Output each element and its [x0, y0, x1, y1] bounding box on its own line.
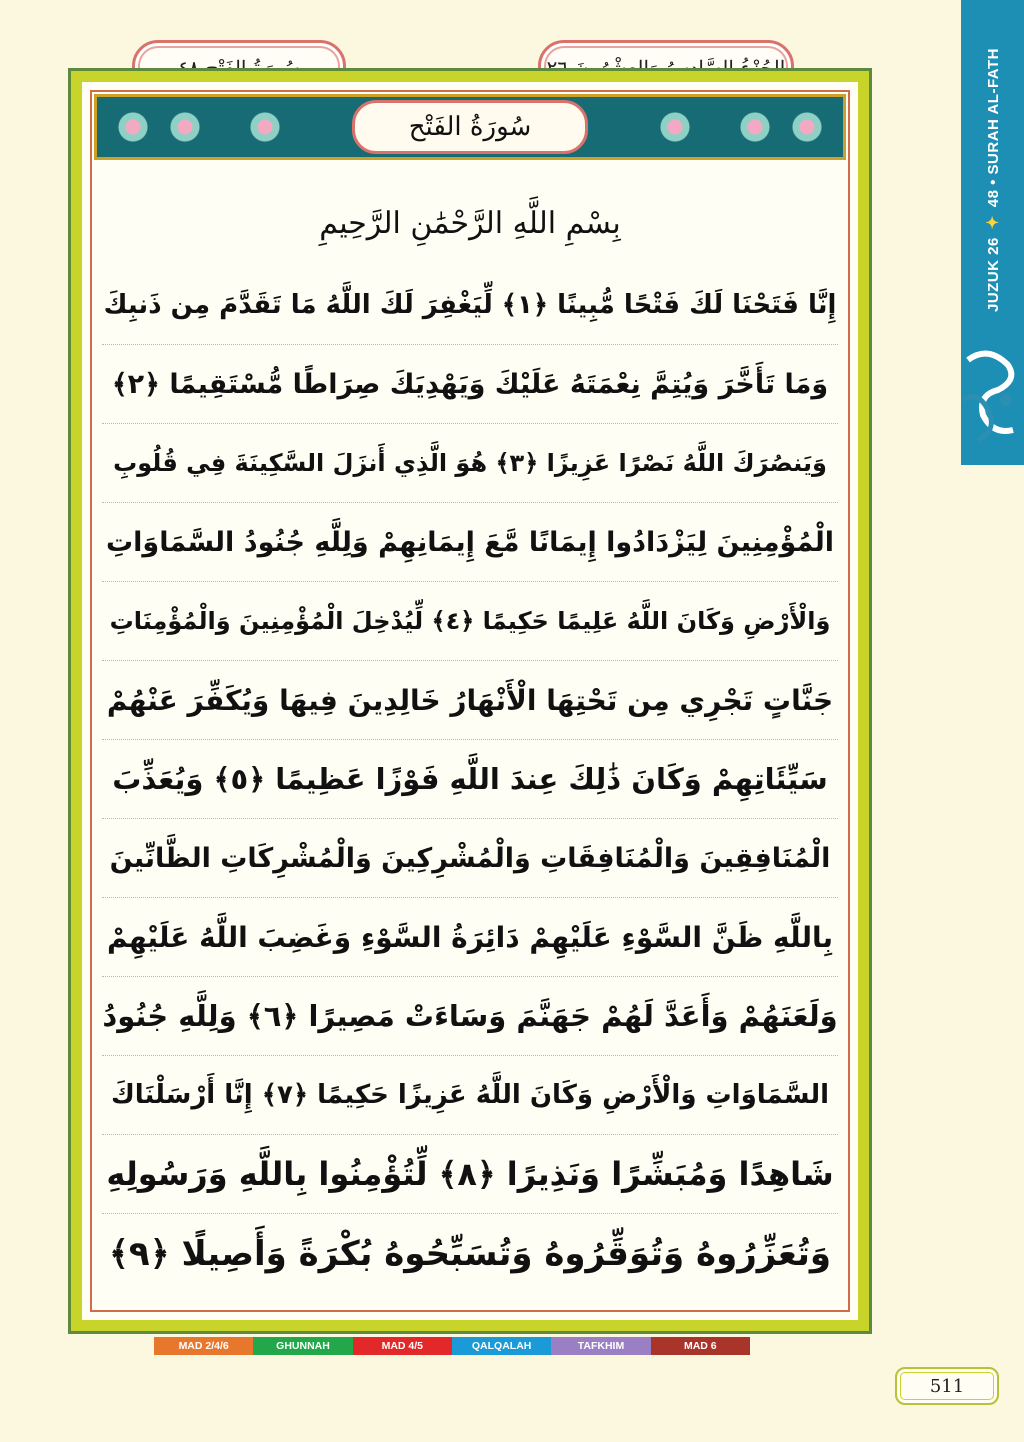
- verse-line: سَيِّئَاتِهِمْ وَكَانَ ذَٰلِكَ عِندَ اللَّهِ فَوْزًا عَظِيمًا ﴿٥﴾ وَيُعَذِّبَ: [102, 740, 838, 819]
- page-frame: [68, 68, 872, 1334]
- side-tab-text: [978, 0, 1008, 360]
- surah-title: [352, 100, 588, 154]
- verse-line: وَلَعَنَهُمْ وَأَعَدَّ لَهُمْ جَهَنَّمَ وَسَاءَتْ مَصِيرًا ﴿٦﴾ وَلِلَّهِ جُنُودُ: [102, 977, 838, 1056]
- verse-line: شَاهِدًا وَمُبَشِّرًا وَنَذِيرًا ﴿٨﴾ لِّتُؤْمِنُوا بِاللَّهِ وَرَسُولِهِ: [102, 1135, 838, 1214]
- page-number-text: 511: [929, 1375, 965, 1397]
- verse-line: إِنَّا فَتَحْنَا لَكَ فَتْحًا مُّبِينًا ﴿١﴾ لِّيَغْفِرَ لَكَ اللَّهُ مَا تَقَدَّمَ مِن ذَنبِكَ: [102, 266, 838, 345]
- verse-lines: [102, 266, 838, 1293]
- verse-line: السَّمَاوَاتِ وَالْأَرْضِ وَكَانَ اللَّهُ عَزِيزًا حَكِيمًا ﴿٧﴾ إِنَّا أَرْسَلْنَاكَ: [102, 1056, 838, 1135]
- legend-mad-4-5: MAD 4/5: [353, 1337, 452, 1355]
- flower-ornament-icon: [789, 103, 825, 151]
- flower-ornament-icon: [247, 103, 283, 151]
- verse-line: الْمُنَافِقِينَ وَالْمُنَافِقَاتِ وَالْمُشْرِكِينَ وَالْمُشْرِكَاتِ الظَّانِّينَ: [102, 819, 838, 898]
- surah-tab-label: 48 • SURAH AL-FATH: [984, 47, 1001, 208]
- basmala: بِسْمِ اللَّهِ الرَّحْمَٰنِ الرَّحِيمِ: [319, 206, 621, 241]
- verse-line: بِاللَّهِ ظَنَّ السَّوْءِ عَلَيْهِمْ دَائِرَةُ السَّوْءِ وَغَضِبَ اللَّهُ عَلَيْهِمْ: [102, 898, 838, 977]
- calligraphy-ornament-icon: [958, 340, 1024, 450]
- flower-ornament-icon: [167, 103, 203, 151]
- legend-ghunnah: GHUNNAH: [253, 1337, 352, 1355]
- tajweed-legend: [154, 1337, 750, 1355]
- legend-qalqalah: QALQALAH: [452, 1337, 551, 1355]
- verse-line: وَمَا تَأَخَّرَ وَيُتِمَّ نِعْمَتَهُ عَلَيْكَ وَيَهْدِيَكَ صِرَاطًا مُّسْتَقِيمًا ﴿٢﴾: [102, 345, 838, 424]
- legend-mad-2-4-6: MAD 2/4/6: [154, 1337, 253, 1355]
- star-icon: ✦: [984, 215, 1002, 230]
- surah-title-text: سُورَةُ الفَتْح: [408, 112, 532, 142]
- flower-ornament-icon: [657, 103, 693, 151]
- surah-title-banner: [94, 94, 846, 160]
- page-number: [895, 1367, 999, 1405]
- verse-line: الْمُؤْمِنِينَ لِيَزْدَادُوا إِيمَانًا مَّعَ إِيمَانِهِمْ وَلِلَّهِ جُنُودُ السَّمَاوَاتِ: [102, 503, 838, 582]
- verse-line: وَتُعَزِّرُوهُ وَتُوَقِّرُوهُ وَتُسَبِّحُوهُ بُكْرَةً وَأَصِيلًا ﴿٩﴾: [109, 1234, 832, 1274]
- juzuk-label: JUZUK 26: [984, 237, 1001, 313]
- verse-line: جَنَّاتٍ تَجْرِي مِن تَحْتِهَا الْأَنْهَارُ خَالِدِينَ فِيهَا وَيُكَفِّرَ عَنْهُمْ: [102, 661, 838, 740]
- legend-tafkhim: TAFKHIM: [551, 1337, 650, 1355]
- flower-ornament-icon: [737, 103, 773, 151]
- legend-mad-6: MAD 6: [651, 1337, 750, 1355]
- verse-line: وَالْأَرْضِ وَكَانَ اللَّهُ عَلِيمًا حَكِيمًا ﴿٤﴾ لِّيُدْخِلَ الْمُؤْمِنِينَ وَالْمُؤْمِنَاتِ: [102, 582, 838, 661]
- flower-ornament-icon: [115, 103, 151, 151]
- verse-line: وَيَنصُرَكَ اللَّهُ نَصْرًا عَزِيزًا ﴿٣﴾ هُوَ الَّذِي أَنزَلَ السَّكِينَةَ فِي قُلُوبِ: [102, 424, 838, 503]
